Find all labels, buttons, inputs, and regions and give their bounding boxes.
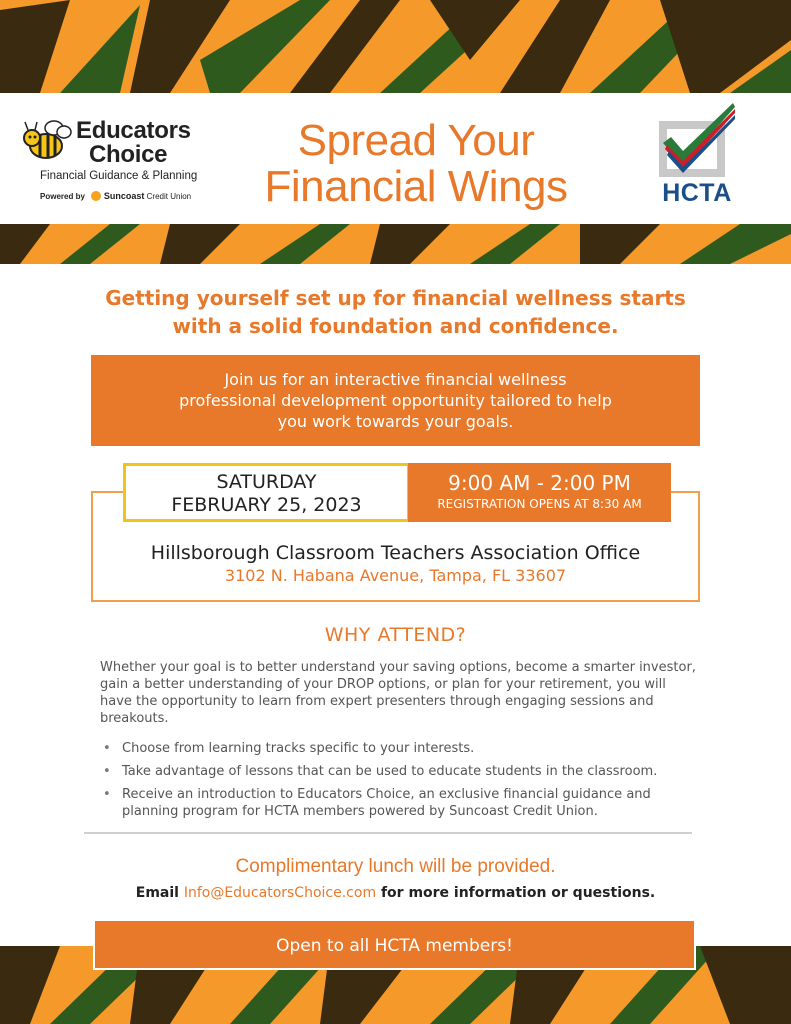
bee-icon	[22, 118, 74, 162]
decorative-leaf-banner-top	[0, 0, 791, 93]
suncoast-suffix: Credit Union	[146, 191, 192, 201]
logo-tagline: Financial Guidance & Planning	[40, 170, 198, 182]
list-item: • Choose from learning tracks specific to your interests.	[100, 740, 705, 757]
invitation-banner	[91, 355, 700, 446]
invitation-line-3: you work towards your goals.	[277, 412, 514, 431]
event-time-range: 9:00 AM - 2:00 PM	[448, 471, 631, 495]
checkmark-icon	[655, 103, 737, 181]
lunch-note: Complimentary lunch will be provided.	[235, 856, 556, 877]
powered-by	[40, 191, 191, 201]
email-link[interactable]: Info@EducatorsChoice.com	[183, 885, 377, 901]
invitation-line-1: Join us for an interactive financial wellness	[224, 370, 567, 389]
contact-line	[0, 885, 791, 901]
powered-by-label: Powered by	[40, 191, 85, 201]
why-attend-heading: WHY ATTEND?	[324, 624, 467, 646]
suncoast-sun-icon	[91, 191, 101, 201]
event-day: SATURDAY	[216, 471, 317, 493]
event-full-date: FEBRUARY 25, 2023	[171, 494, 362, 516]
lead-line-2: with a solid foundation and confidence.	[172, 314, 619, 338]
why-attend-body: Whether your goal is to better understand your saving options, become a smarter investor, gain a better understanding of your DROP options, or plan for your retirement, you will have the opportunity to learn from expert presenters through engaging sessions and breakouts.	[100, 660, 696, 726]
header	[0, 93, 791, 224]
suncoast-name: Suncoast	[103, 191, 145, 201]
educators-choice-logo	[22, 118, 212, 208]
list-item: • Receive an introduction to Educators Choice, an exclusive financial guidance and planning program for HCTA members powered by Suncoast Credit Union.	[100, 786, 705, 820]
lead-line-1: Getting yourself set up for financial wellness starts	[105, 286, 686, 310]
contact-suffix: for more information or questions.	[380, 885, 656, 901]
event-venue: Hillsborough Classroom Teachers Association Office	[150, 542, 641, 564]
invitation-line-2: professional development opportunity tailored to help	[179, 391, 612, 410]
lead-statement	[60, 284, 731, 340]
hcta-logo-text: HCTA	[662, 179, 732, 207]
event-time	[408, 463, 671, 522]
logo-name-line2: Choice	[89, 141, 168, 168]
list-item: • Take advantage of lessons that can be used to educate students in the classroom.	[100, 763, 705, 780]
event-date	[123, 463, 410, 522]
section-divider	[84, 832, 692, 834]
why-attend-list	[100, 740, 705, 826]
page-title	[236, 118, 596, 210]
contact-prefix: Email	[135, 885, 179, 901]
logo-name-line1: Educators	[76, 117, 191, 144]
membership-banner: Open to all HCTA members!	[93, 919, 696, 970]
hcta-logo	[655, 103, 737, 213]
decorative-leaf-banner-middle	[0, 224, 791, 264]
title-line-2: Financial Wings	[264, 162, 568, 211]
title-line-1: Spread Your	[297, 116, 535, 165]
event-address: 3102 N. Habana Avenue, Tampa, FL 33607	[224, 566, 567, 585]
registration-time: REGISTRATION OPENS AT 8:30 AM	[437, 497, 642, 511]
